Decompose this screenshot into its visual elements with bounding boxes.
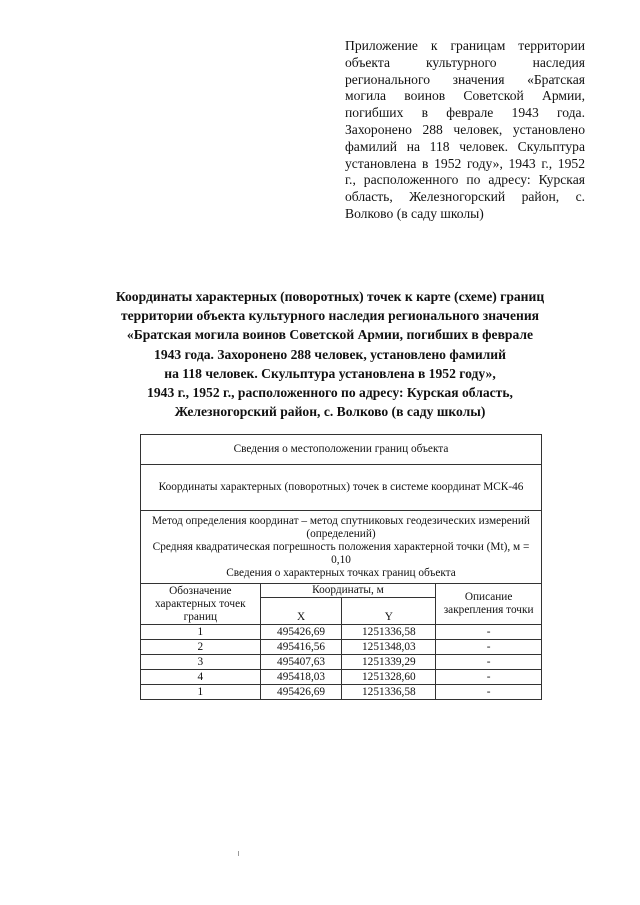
appendix-note: Приложение к границам территории объекта культурного наследия регионального значения «Братская могила воинов Советской Армии, погибших в феврале 1943 года. Захоронено 288 человек, установлено фамилий на 118 человек. Скульптура установлена в 1952 году», 1943 г., 1952 г., расположенного по адресу: Курская область, Железногорский район, с. Волково (в саду школы) — [345, 38, 585, 221]
point-description: - — [436, 640, 542, 655]
point-number: 3 — [141, 655, 261, 670]
point-description: - — [436, 625, 542, 640]
table-row — [141, 655, 542, 670]
coord-y: 1251339,29 — [342, 655, 436, 670]
heading-line: на 118 человек. Скульптура установлена в 1952 году», — [164, 365, 496, 381]
heading-line: 1943 года. Захоронено 288 человек, установлено фамилий — [154, 346, 506, 362]
coord-y: 1251336,58 — [342, 685, 436, 700]
method-accuracy-cell — [141, 511, 542, 584]
header-x: X — [260, 598, 342, 625]
point-number: 4 — [141, 670, 261, 685]
point-description: - — [436, 655, 542, 670]
header-coordinates: Координаты, м — [260, 584, 436, 598]
heading-line: 1943 г., 1952 г., расположенного по адресу: Курская область, — [147, 385, 513, 401]
table-row — [141, 625, 542, 640]
point-number: 2 — [141, 640, 261, 655]
heading-line: Координаты характерных (поворотных) точек к карте (схеме) границ — [115, 289, 545, 304]
heading-line: территории объекта культурного наследия регионального значения — [120, 308, 540, 324]
coordinate-system: Координаты характерных (поворотных) точек в системе координат МСК-46 — [141, 465, 542, 511]
coord-x: 495407,63 — [260, 655, 342, 670]
point-description: - — [436, 670, 542, 685]
accuracy-text: Средняя квадратическая погрешность положения характерной точки (Mt), м = 0,10 — [152, 540, 530, 566]
heading-line: Железногорский район, с. Волково (в саду школы) — [174, 404, 486, 420]
coord-y: 1251348,03 — [342, 640, 436, 655]
point-description: - — [436, 685, 542, 700]
coordinates-table — [140, 434, 542, 700]
coord-x: 495418,03 — [260, 670, 342, 685]
table-row — [141, 640, 542, 655]
document-heading — [60, 287, 600, 421]
table-row — [141, 670, 542, 685]
heading-line: «Братская могила воинов Советской Армии, погибших в феврале — [126, 327, 534, 343]
coord-y: 1251336,58 — [342, 625, 436, 640]
header-designation: Обозначение характерных точек границ — [141, 584, 261, 625]
location-title: Сведения о местоположении границ объекта — [141, 435, 542, 465]
coord-x: 495416,56 — [260, 640, 342, 655]
header-description: Описание закрепления точки — [436, 584, 542, 625]
point-number: 1 — [141, 685, 261, 700]
method-text: Метод определения координат – метод спутниковых геодезических измерений (определений) — [152, 514, 530, 540]
point-number: 1 — [141, 625, 261, 640]
header-y: Y — [342, 598, 436, 625]
table-row — [141, 685, 542, 700]
scan-mark — [238, 851, 239, 856]
coord-x: 495426,69 — [260, 625, 342, 640]
coord-x: 495426,69 — [260, 685, 342, 700]
points-title: Сведения о характерных точках границ объекта — [226, 566, 456, 579]
coord-y: 1251328,60 — [342, 670, 436, 685]
